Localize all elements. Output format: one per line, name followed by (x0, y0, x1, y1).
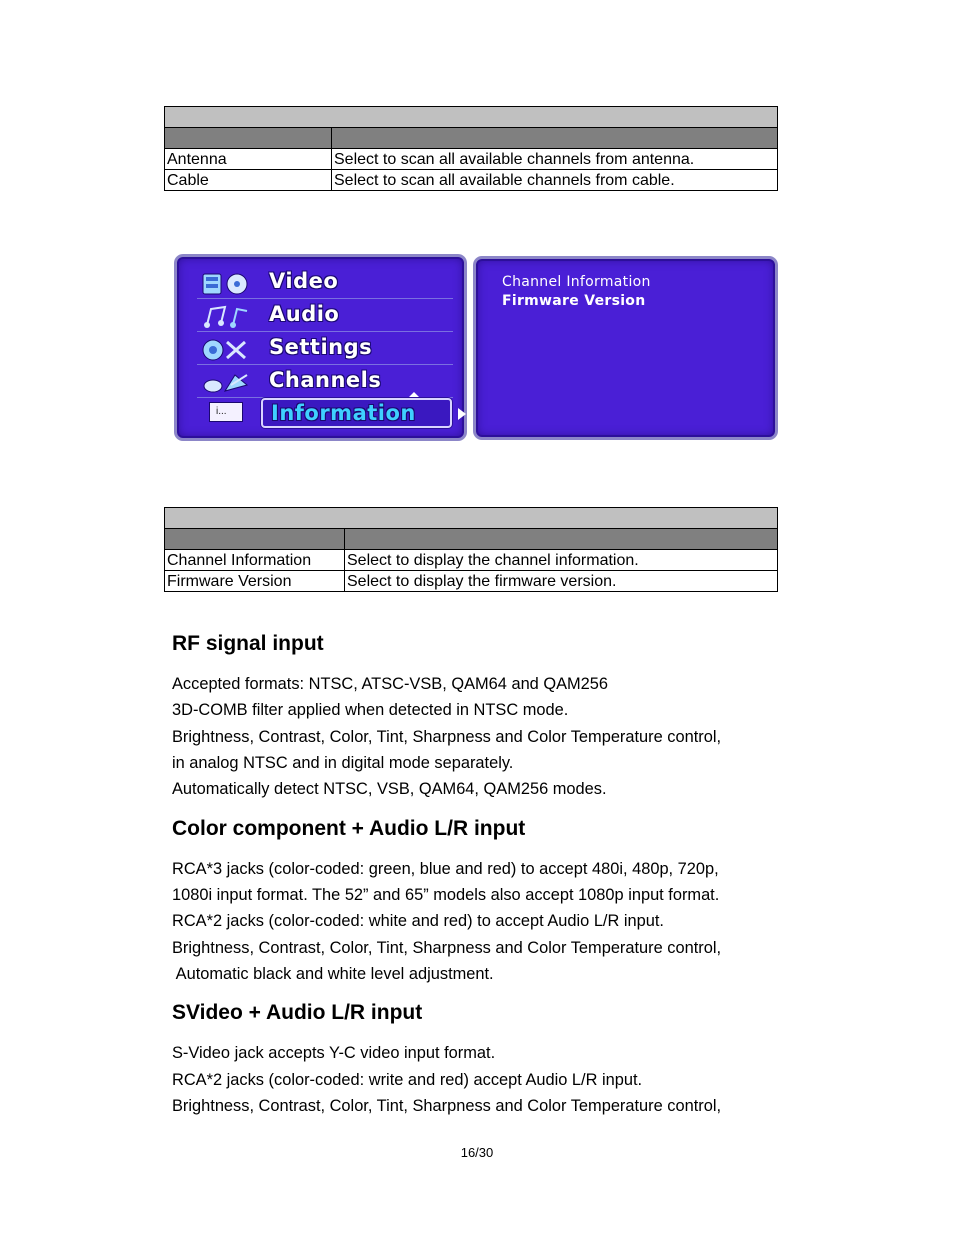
paragraph-line: Brightness, Contrast, Color, Tint, Sharpness and Color Temperature control, (172, 728, 722, 746)
paragraph-line: RCA*3 jacks (color-coded: green, blue and red) to accept 480i, 480p, 720p, (172, 860, 719, 878)
menu-item-audio[interactable] (197, 299, 453, 332)
section-heading-rf: RF signal input (172, 632, 324, 655)
menu-item-settings[interactable] (197, 332, 453, 365)
description-cell: Select to display the firmware version. (345, 571, 778, 592)
description-cell: Select to scan all available channels from antenna. (332, 149, 778, 170)
tools-icon (201, 338, 251, 362)
table-title-row (165, 107, 778, 128)
option-cell: Firmware Version (165, 571, 345, 592)
info-icon-text: i... (216, 406, 227, 417)
video-icon (201, 272, 251, 296)
paragraph-line: RCA*2 jacks (color-coded: write and red) accept Audio L/R input. (172, 1071, 643, 1089)
table-row (165, 571, 778, 592)
satellite-dish-icon (201, 371, 251, 395)
osd-submenu (473, 256, 778, 440)
menu-label: Video (269, 269, 339, 293)
table-header-row (165, 128, 778, 149)
paragraph-line: Brightness, Contrast, Color, Tint, Sharpness and Color Temperature control, (172, 1097, 722, 1115)
page-number: 16/30 (460, 1145, 494, 1160)
option-cell: Antenna (165, 149, 332, 170)
menu-label: Audio (269, 302, 340, 326)
menu-item-video[interactable] (197, 266, 453, 299)
menu-label-selected: Information (261, 398, 452, 428)
option-cell: Cable (165, 170, 332, 191)
paragraph-line: in analog NTSC and in digital mode separately. (172, 754, 514, 772)
table-title-row (165, 508, 778, 529)
section-heading-svideo: SVideo + Audio L/R input (172, 1001, 423, 1024)
menu-label: Channels (269, 368, 382, 392)
paragraph-line: Brightness, Contrast, Color, Tint, Sharpness and Color Temperature control, (172, 939, 722, 957)
submenu-item-channel-information[interactable]: Channel Information (502, 274, 651, 290)
table-row (165, 550, 778, 571)
submenu-item-firmware-version[interactable]: Firmware Version (502, 293, 646, 309)
information-options-table (164, 507, 778, 592)
menu-label: Settings (269, 335, 373, 359)
description-cell: Select to scan all available channels from cable. (332, 170, 778, 191)
description-cell: Select to display the channel information. (345, 550, 778, 571)
menu-item-information[interactable] (197, 398, 453, 431)
paragraph-line: Accepted formats: NTSC, ATSC-VSB, QAM64 and QAM256 (172, 675, 609, 693)
scan-options-table (164, 106, 778, 191)
table-header-row (165, 529, 778, 550)
submenu-arrow-icon (458, 408, 466, 420)
table-row (165, 170, 778, 191)
osd-main-menu (174, 254, 467, 441)
table-row (165, 149, 778, 170)
paragraph-line: 3D-COMB filter applied when detected in NTSC mode. (172, 701, 569, 719)
option-cell: Channel Information (165, 550, 345, 571)
paragraph-line: S-Video jack accepts Y-C video input format. (172, 1044, 496, 1062)
paragraph-line: RCA*2 jacks (color-coded: white and red) to accept Audio L/R input. (172, 912, 664, 930)
section-heading-component: Color component + Audio L/R input (172, 817, 526, 840)
paragraph-line: 1080i input format. The 52” and 65” models also accept 1080p input format. (172, 886, 720, 904)
info-icon (209, 402, 243, 422)
paragraph-line: Automatic black and white level adjustment. (172, 965, 494, 983)
music-notes-icon (201, 305, 251, 329)
paragraph-line: Automatically detect NTSC, VSB, QAM64, QAM256 modes. (172, 780, 607, 798)
